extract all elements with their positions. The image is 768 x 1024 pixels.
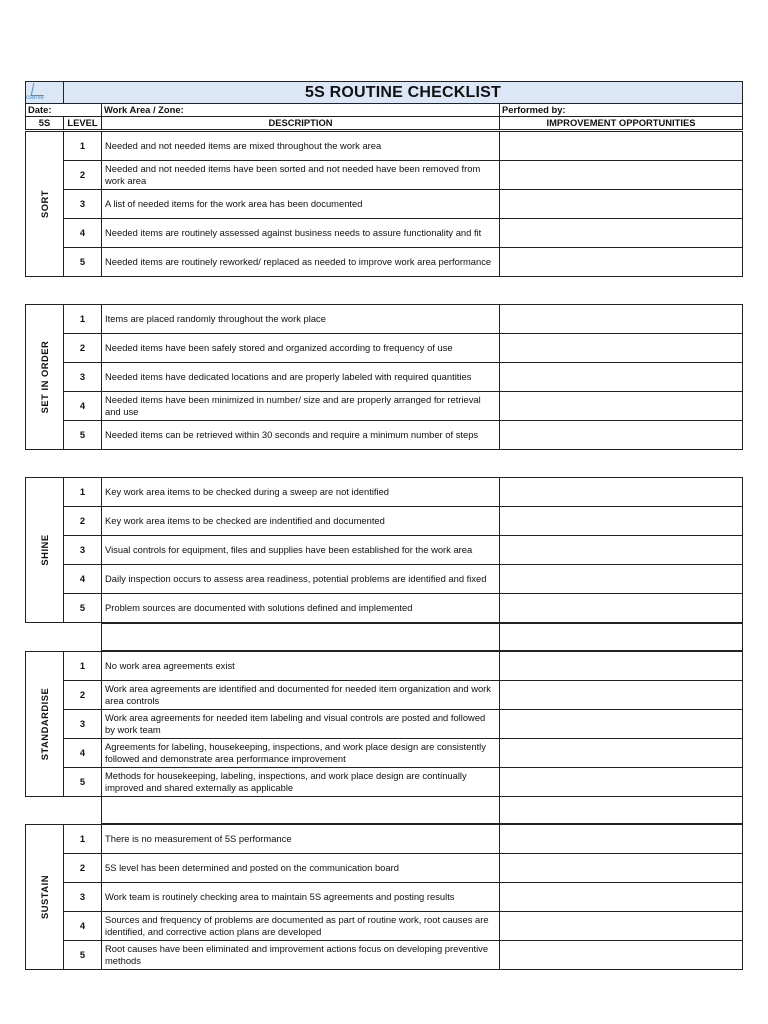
improvement-cell[interactable] [500, 305, 743, 334]
table-row [26, 478, 743, 507]
level-description: Needed items have been safely stored and organized according to frequency of use [102, 334, 500, 363]
improvement-cell[interactable] [500, 334, 743, 363]
improvement-cell[interactable] [500, 825, 743, 854]
improvement-cell[interactable] [500, 132, 743, 161]
table-row [26, 681, 743, 710]
table-row [26, 652, 743, 681]
column-header-level: LEVEL [64, 117, 102, 130]
improvement-cell[interactable] [500, 739, 743, 768]
empty-cell [102, 797, 500, 824]
level-description: A list of needed items for the work area has been documented [102, 190, 500, 219]
level-description: Needed items can be retrieved within 30 seconds and require a minimum number of steps [102, 421, 500, 450]
logo [26, 82, 64, 104]
level-description: Work area agreements are identified and documented for needed item organization and work area controls [102, 681, 500, 710]
improvement-cell[interactable] [500, 392, 743, 421]
level-description: Needed items have dedicated locations and are properly labeled with required quantities [102, 363, 500, 392]
level-description: Needed and not needed items have been sorted and not needed have been removed from work area [102, 161, 500, 190]
level-number: 2 [64, 854, 102, 883]
section-set-in-order [25, 304, 742, 450]
improvement-cell[interactable] [500, 854, 743, 883]
improvement-cell[interactable] [500, 507, 743, 536]
level-number: 4 [64, 392, 102, 421]
column-header-improvement: IMPROVEMENT OPPORTUNITIES [500, 117, 743, 130]
table-row [26, 421, 743, 450]
spacer-row [101, 623, 742, 651]
section-sustain [25, 824, 742, 970]
level-description: 5S level has been determined and posted on the communication board [102, 854, 500, 883]
table-row [26, 739, 743, 768]
improvement-cell[interactable] [500, 219, 743, 248]
level-number: 3 [64, 536, 102, 565]
section-label-sustain: SUSTAIN [26, 825, 64, 970]
level-description: Problem sources are documented with solutions defined and implemented [102, 594, 500, 623]
improvement-cell[interactable] [500, 652, 743, 681]
level-number: 5 [64, 248, 102, 277]
date-field[interactable]: Date: [26, 104, 102, 117]
level-description: Items are placed randomly throughout the work place [102, 305, 500, 334]
level-number: 5 [64, 594, 102, 623]
level-description: Work team is routinely checking area to maintain 5S agreements and posting results [102, 883, 500, 912]
improvement-cell[interactable] [500, 594, 743, 623]
table-row [26, 594, 743, 623]
level-number: 4 [64, 739, 102, 768]
level-number: 1 [64, 652, 102, 681]
performed-by-field[interactable]: Performed by: [500, 104, 743, 117]
level-number: 1 [64, 132, 102, 161]
table-row [26, 854, 743, 883]
level-description: Agreements for labeling, housekeeping, inspections, and work place design are consistently followed and demonstrate area performance improvement [102, 739, 500, 768]
empty-cell [500, 797, 743, 824]
improvement-cell[interactable] [500, 883, 743, 912]
level-description: Needed and not needed items are mixed throughout the work area [102, 132, 500, 161]
level-description: Work area agreements for needed item labeling and visual controls are posted and followed by work team [102, 710, 500, 739]
table-row [26, 305, 743, 334]
table-row [26, 507, 743, 536]
work-area-field[interactable]: Work Area / Zone: [102, 104, 500, 117]
level-description: Needed items are routinely assessed against business needs to assure functionality and fit [102, 219, 500, 248]
section-shine [25, 477, 742, 623]
table-row [26, 912, 743, 941]
improvement-cell[interactable] [500, 363, 743, 392]
improvement-cell[interactable] [500, 710, 743, 739]
logo-text: cserve [26, 95, 44, 101]
level-number: 5 [64, 421, 102, 450]
table-row [26, 768, 743, 797]
improvement-cell[interactable] [500, 565, 743, 594]
level-number: 3 [64, 710, 102, 739]
level-description: Methods for housekeeping, labeling, inspections, and work place design are continually improved and shared externally as applicable [102, 768, 500, 797]
level-description: Key work area items to be checked during a sweep are not identified [102, 478, 500, 507]
table-row [26, 219, 743, 248]
level-number: 1 [64, 478, 102, 507]
level-description: There is no measurement of 5S performance [102, 825, 500, 854]
table-row [26, 392, 743, 421]
level-number: 2 [64, 507, 102, 536]
level-description: No work area agreements exist [102, 652, 500, 681]
level-number: 5 [64, 941, 102, 970]
improvement-cell[interactable] [500, 912, 743, 941]
page-title: 5S ROUTINE CHECKLIST [64, 82, 743, 104]
table-row [26, 710, 743, 739]
level-description: Needed items are routinely reworked/ replaced as needed to improve work area performance [102, 248, 500, 277]
column-header-5s: 5S [26, 117, 64, 130]
section-label-shine: SHINE [26, 478, 64, 623]
level-number: 4 [64, 912, 102, 941]
level-description: Needed items have been minimized in number/ size and are properly arranged for retrieval and use [102, 392, 500, 421]
improvement-cell[interactable] [500, 190, 743, 219]
improvement-cell[interactable] [500, 478, 743, 507]
table-row [26, 248, 743, 277]
spacer-row [101, 796, 742, 824]
empty-cell [102, 624, 500, 651]
table-row [26, 161, 743, 190]
level-number: 1 [64, 305, 102, 334]
improvement-cell[interactable] [500, 536, 743, 565]
improvement-cell[interactable] [500, 421, 743, 450]
table-row [26, 941, 743, 970]
table-row [26, 825, 743, 854]
level-number: 3 [64, 363, 102, 392]
level-description: Daily inspection occurs to assess area readiness, potential problems are identified and fixed [102, 565, 500, 594]
table-row [26, 536, 743, 565]
improvement-cell[interactable] [500, 941, 743, 970]
section-sort [25, 131, 742, 277]
section-label-standardise: STANDARDISE [26, 652, 64, 797]
level-number: 1 [64, 825, 102, 854]
level-description: Visual controls for equipment, files and supplies have been established for the work area [102, 536, 500, 565]
level-number: 2 [64, 334, 102, 363]
section-label-set-in-order: SET IN ORDER [26, 305, 64, 450]
level-number: 3 [64, 190, 102, 219]
improvement-cell[interactable] [500, 681, 743, 710]
table-row [26, 334, 743, 363]
empty-cell [500, 624, 743, 651]
improvement-cell[interactable] [500, 161, 743, 190]
level-number: 2 [64, 681, 102, 710]
table-row [26, 565, 743, 594]
checklist-header [25, 81, 742, 130]
improvement-cell[interactable] [500, 248, 743, 277]
level-number: 4 [64, 565, 102, 594]
table-row [26, 132, 743, 161]
table-row [26, 883, 743, 912]
table-row [26, 363, 743, 392]
level-number: 5 [64, 768, 102, 797]
level-description: Sources and frequency of problems are documented as part of routine work, root causes are identified, and corrective action plans are developed [102, 912, 500, 941]
level-number: 3 [64, 883, 102, 912]
table-row [26, 190, 743, 219]
section-label-sort: SORT [26, 132, 64, 277]
level-number: 2 [64, 161, 102, 190]
level-description: Key work area items to be checked are indentified and documented [102, 507, 500, 536]
section-standardise [25, 651, 742, 797]
level-description: Root causes have been eliminated and improvement actions focus on developing preventive methods [102, 941, 500, 970]
improvement-cell[interactable] [500, 768, 743, 797]
level-number: 4 [64, 219, 102, 248]
column-header-description: DESCRIPTION [102, 117, 500, 130]
